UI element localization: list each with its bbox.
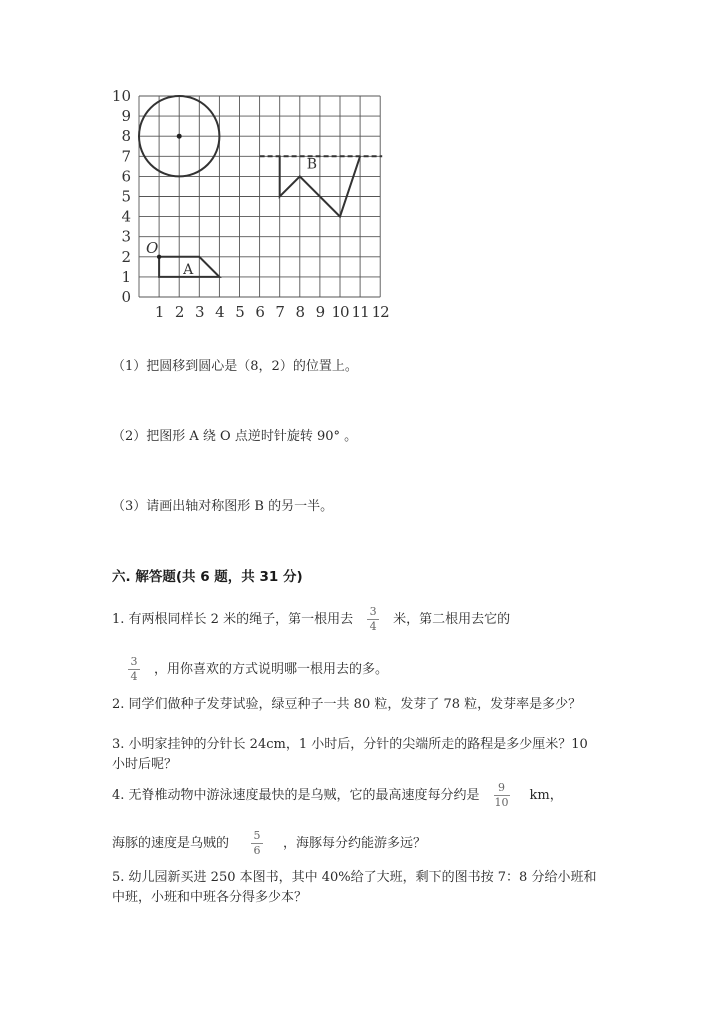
x-tick-label: 6 [255,303,264,321]
y-tick-label: 9 [121,107,131,126]
x-tick-label: 7 [275,303,284,321]
fraction-denominator: 4 [130,670,138,683]
x-tick-label: 3 [195,303,204,321]
shape-a-label: A [183,261,194,278]
problem-1-text-c: ，用你喜欢的方式说明哪一根用去的多。 [154,661,389,677]
point-o-label: O [146,238,159,257]
x-tick-label: 2 [174,303,184,321]
fraction-denominator: 10 [494,796,509,809]
x-tick-label: 10 [331,303,349,321]
problem-1-text-b: 米，第二根用去它的 [393,611,511,627]
fraction-numerator: 3 [130,655,138,668]
y-tick-label: 4 [121,207,131,226]
problem-1-text-a: 1. 有两根同样长 2 米的绳子，第一根用去 [112,611,354,627]
problem-1-line-2 [118,656,388,683]
x-tick-label: 4 [215,303,224,321]
x-tick-label: 5 [235,303,244,321]
y-tick-label: 8 [121,127,131,146]
problem-2: 2. 同学们做种子发芽试验，绿豆种子一共 80 粒，发芽了 78 粒，发芽率是多少？ [112,697,582,712]
fraction-three-quarters [367,606,379,633]
problem-4-line-2 [112,830,426,857]
fraction-numerator: 5 [253,829,261,842]
y-tick-label: 2 [121,247,131,266]
problem-5: 5. 幼儿园新买进 250 本图书，其中 40%给了大班，剩下的图书按 7：8 分给小班和中班，小班和中班各分得多少本？ [112,870,597,905]
problem-3: 3. 小明家挂钟的分针长 24cm，1 小时后，分针的尖端所走的路程是多少厘米？10 小时后呢？ [112,737,588,772]
problem-1-line-1 [112,606,510,633]
problem-4-text-c: 海豚的速度是乌贼的 [112,835,230,851]
shape-b-label: B [306,156,318,173]
y-tick-label: 10 [111,87,131,105]
grid-svg [100,85,400,325]
fraction-three-quarters [128,656,140,683]
fraction-numerator: 9 [498,781,506,794]
problem-4-line-1 [112,782,563,809]
y-tick-label: 3 [121,227,131,246]
fraction-five-sixths [251,830,263,857]
y-tick-label: 6 [121,167,131,186]
circle-center-dot [177,134,182,139]
y-tick-label: 0 [121,288,131,306]
x-tick-label: 9 [315,303,325,321]
sub-question-2: （2）把图形 A 绕 O 点逆时针旋转 90° 。 [112,429,358,444]
x-tick-label: 1 [154,303,164,321]
x-tick-label: 11 [351,303,369,321]
sub-question-3: （3）请画出轴对称图形 B 的另一半。 [112,499,334,514]
coordinate-grid-figure [100,85,400,325]
x-tick-label: 12 [371,303,389,321]
x-tick-label: 8 [295,303,305,321]
fraction-denominator: 4 [369,620,377,633]
y-tick-label: 1 [121,267,131,286]
fraction-denominator: 6 [253,844,261,857]
fraction-nine-tenths [494,782,510,809]
problem-4-text-b: km， [529,787,563,803]
fraction-numerator: 3 [369,605,377,618]
y-tick-label: 7 [121,147,131,166]
section-title: 六. 解答题(共 6 题，共 31 分) [112,569,303,585]
problem-4-text-a: 4. 无脊椎动物中游泳速度最快的是乌贼，它的最高速度每分约是 [112,787,480,803]
y-tick-label: 5 [121,187,131,206]
problem-4-text-d: ，海豚每分约能游多远？ [283,835,427,851]
sub-question-1: （1）把圆移到圆心是（8，2）的位置上。 [112,359,358,374]
